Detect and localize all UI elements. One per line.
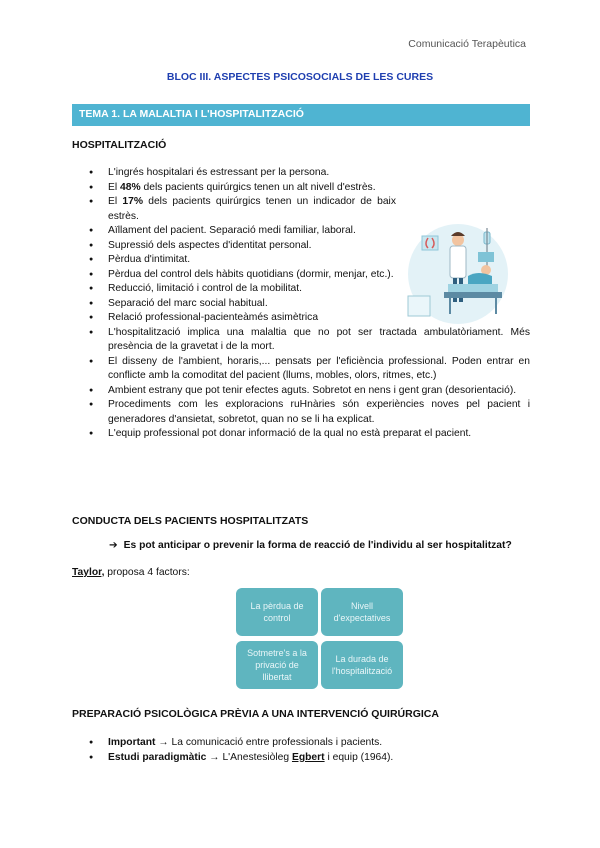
taylor-line: Taylor, proposa 4 factors:	[72, 567, 190, 578]
factor-box: La pèrdua de control	[236, 588, 318, 636]
list-item: ● Aïllament del pacient. Separació medi familiar, laboral.	[72, 224, 396, 239]
arrow-icon: ➔	[109, 540, 118, 551]
list-item: ● Reducció, limitació i control de la mobilitat.	[72, 282, 396, 297]
hospital-illustration	[398, 218, 516, 326]
factor-box: Sotmetre's a la privació de llibertat	[236, 641, 318, 689]
list-item: ● Important → La comunicació entre professionals i pacients.	[72, 736, 393, 751]
list-item: ● L'equip professional pot donar informació de la qual no està preparat el pacient.	[72, 427, 530, 442]
bloc-title: BLOC III. ASPECTES PSICOSOCIALS DE LES CURES	[166, 71, 434, 83]
list-item: ● Separació del marc social habitual.	[72, 297, 396, 312]
conducta-question: ➔ Es pot anticipar o prevenir la forma de reacció de l'individu al ser hospitalitzat?	[109, 540, 512, 551]
list-item: ● El 17% dels pacients quirúrgics tenen un indicador de baix estrès.	[72, 195, 396, 224]
taylor-name: Taylor,	[72, 567, 105, 578]
list-item: ● El disseny de l'ambient, horaris,... pensats per l'eficiència professional. Poden entrar en conflicte amb la comoditat del pacient (llums, mobles, olors, ritmes, etc.)	[72, 355, 530, 384]
list-item: ● L'hospitalització implica una malaltia que no pot ser tractada ambulatòriament. Més presència de la gravetat i de la mort.	[72, 326, 530, 355]
course-header: Comunicació Terapèutica	[408, 38, 526, 50]
list-item: ● El 48% dels pacients quirúrgics tenen un alt nivell d'estrès.	[72, 181, 396, 196]
hospitalitzacio-heading: HOSPITALITZACIÓ	[72, 139, 167, 151]
preparacio-heading: PREPARACIÓ PSICOLÒGICA PRÈVIA A UNA INTERVENCIÓ QUIRÚRGICA	[72, 708, 439, 720]
list-item: ● Procediments com les exploracions ruHnàries són experiències noves pel pacient i generadores d'ansietat, sobretot, quan no se li ha explicat.	[72, 398, 530, 427]
tema-title: TEMA 1. LA MALALTIA I L'HOSPITALITZACIÓ	[79, 108, 304, 120]
list-item: ● Pèrdua d'intimitat.	[72, 253, 396, 268]
factor-box: La durada de l'hospitalització	[321, 641, 403, 689]
list-item: ● L'ingrés hospitalari és estressant per la persona.	[72, 166, 396, 181]
factor-box: Nivell d'expectatives	[321, 588, 403, 636]
list-item: ● Estudi paradigmàtic → L'Anestesiòleg Egbert i equip (1964).	[72, 751, 393, 766]
tema-title-bar	[72, 104, 530, 126]
list-item: ● Supressió dels aspectes d'identitat personal.	[72, 239, 396, 254]
preparacio-list	[72, 736, 393, 765]
list-item: ● Ambient estrany que pot tenir efectes aguts. Sobretot en nens i gent gran (desorientació).	[72, 384, 530, 399]
list-item: ● Pèrdua del control dels hàbits quotidians (dormir, menjar, etc.).	[72, 268, 396, 283]
list-item: ● Relació professional-pacienteàmés asimètrica	[72, 311, 396, 326]
conducta-heading: CONDUCTA DELS PACIENTS HOSPITALITZATS	[72, 515, 309, 527]
